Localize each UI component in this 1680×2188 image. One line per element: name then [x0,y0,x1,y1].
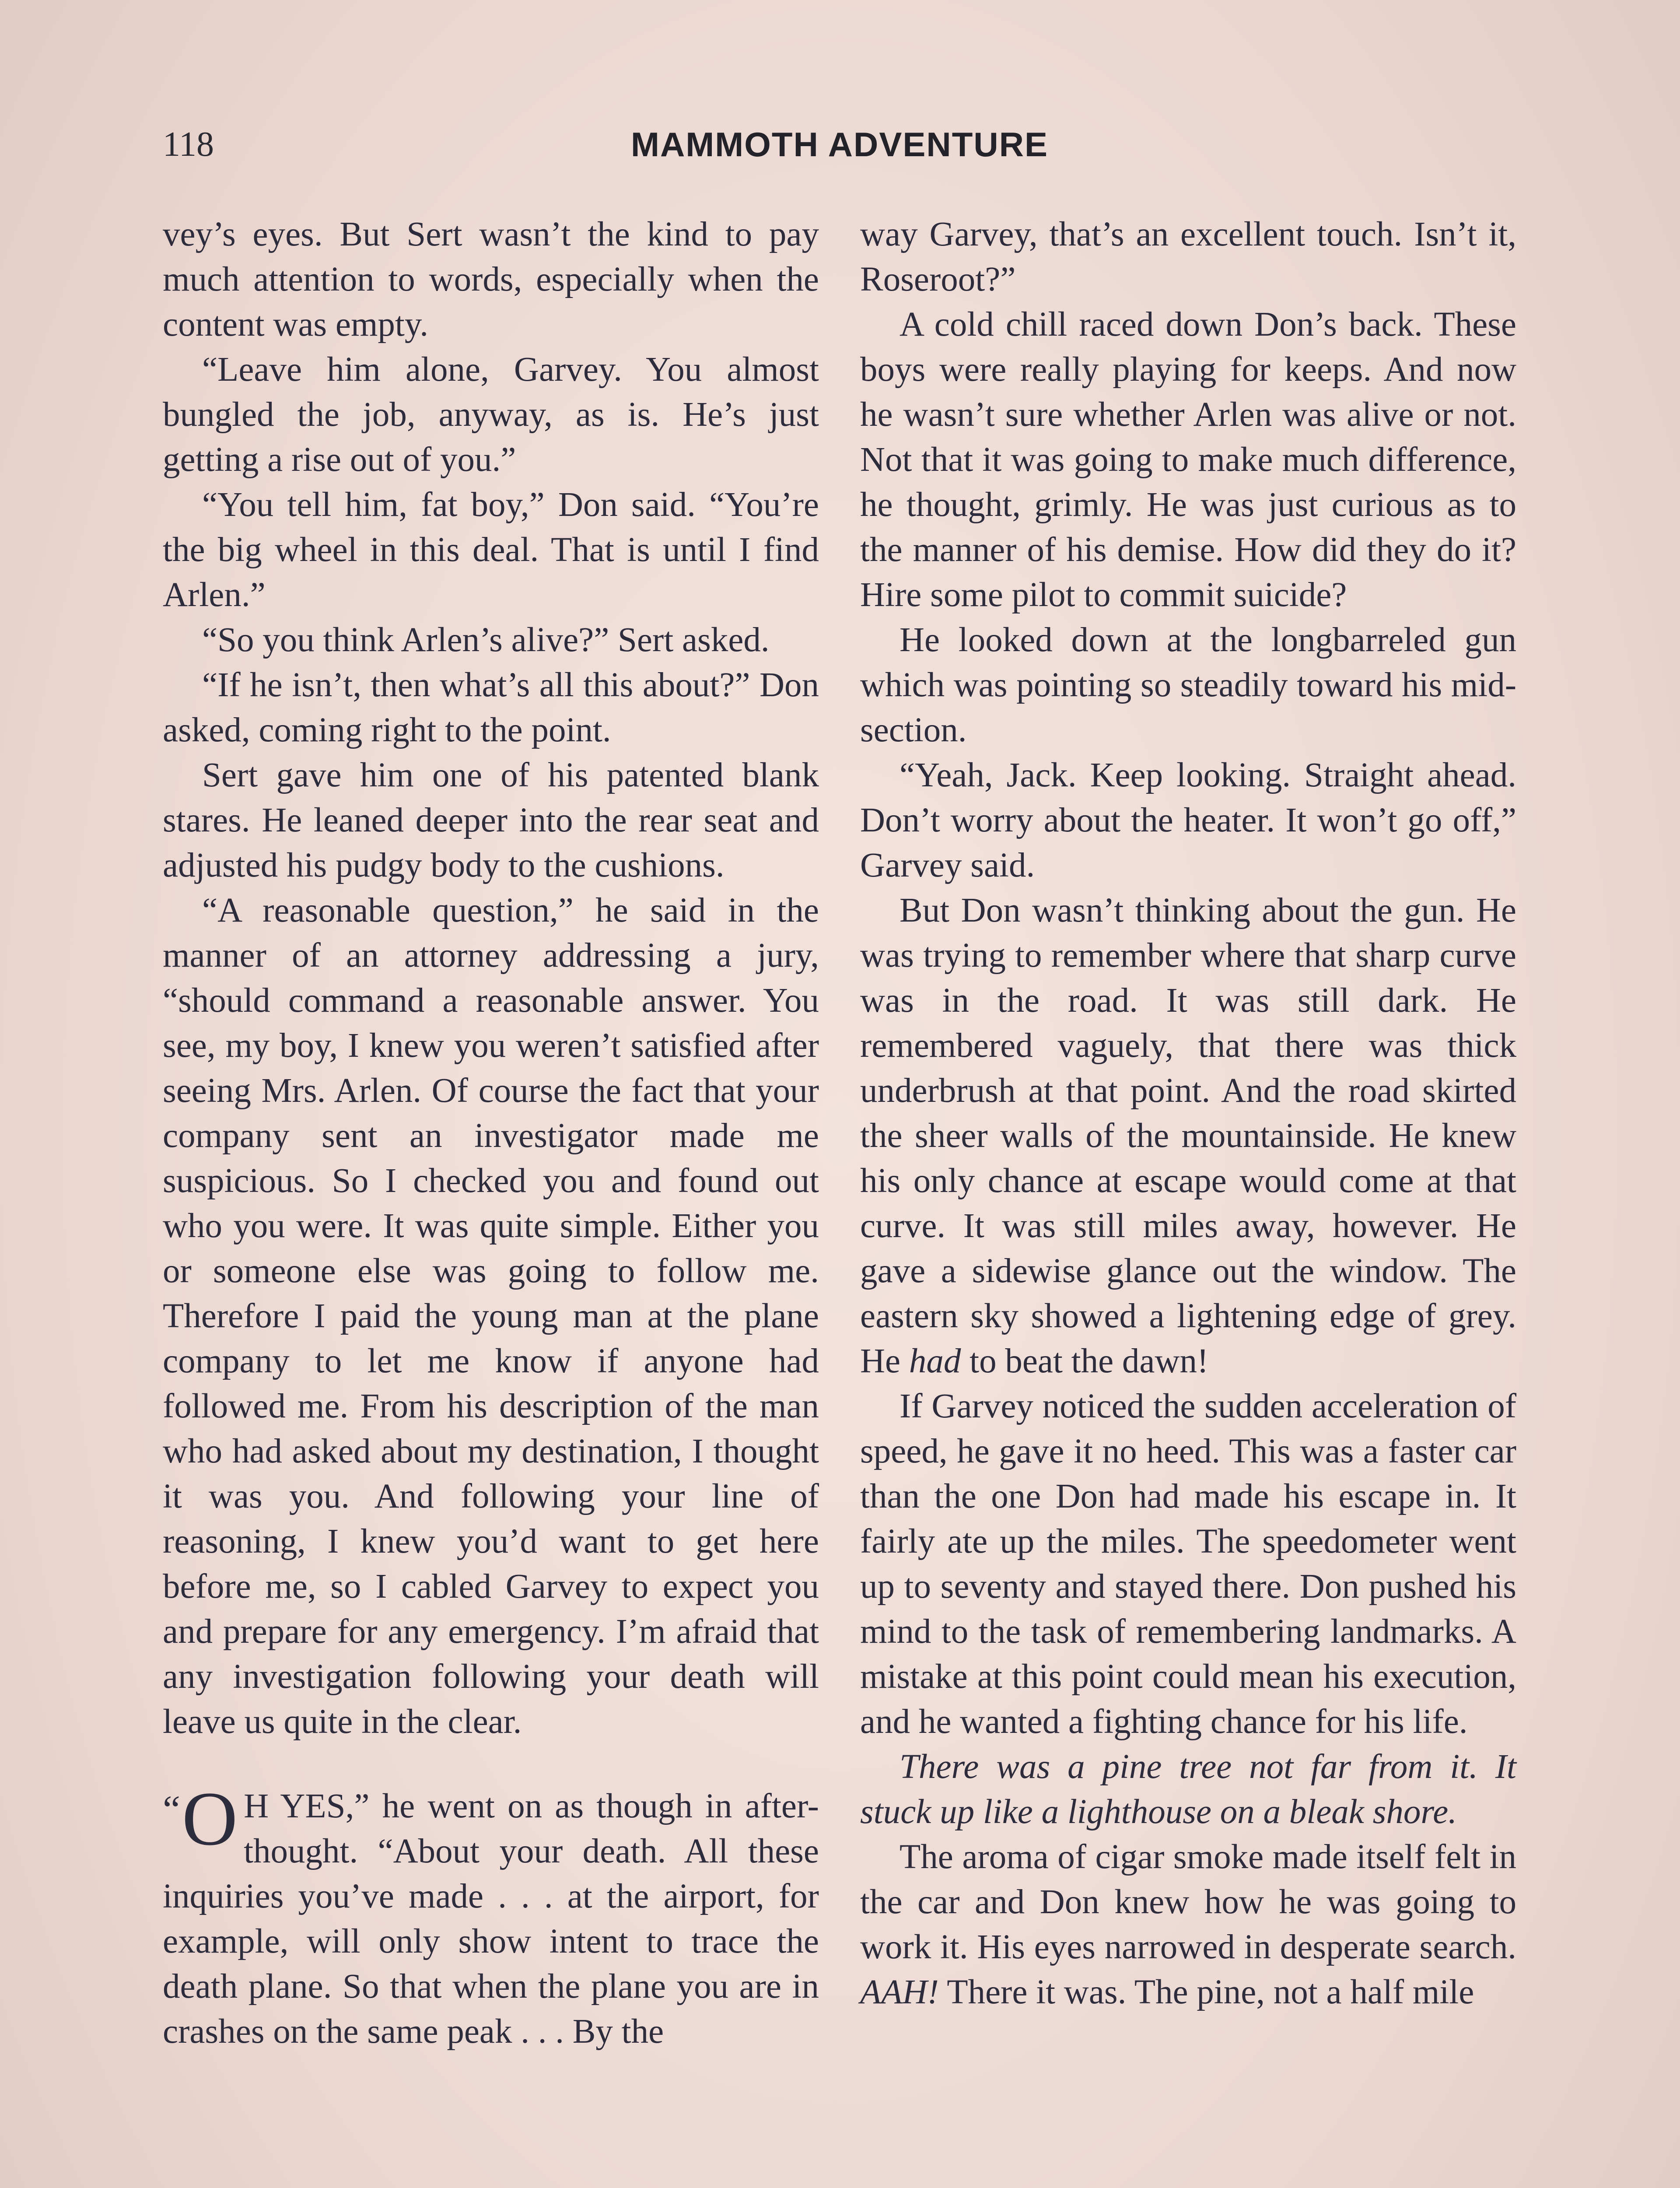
text-run: The aroma of cigar smoke made itself felt in the car and Don knew how he was going to work it. His eyes narrowed in desperate search. [860,1838,1516,1966]
paragraph: A cold chill raced down Don’s back. These boys were really playing for keeps. And now he wasn’t sure whether Arlen was alive or not. Not that it was going to make much difference, he thought, grimly. He was just curious as to the manner of his demise. How did they do it? Hire some pilot to commit suicide? [860,305,1516,614]
paragraph: “Yeah, Jack. Keep looking. Straight ahead. Don’t worry about the heater. It won’t go off,” Garvey said. [860,756,1516,884]
text-run: There it was. The pine, not a half mile [938,1973,1474,2011]
text-run: to beat the dawn! [961,1342,1209,1380]
drop-cap: O [182,1776,238,1862]
drop-cap-text: H YES,” he went on as though in after-thought. “About your death. All these inquiries you’ve made . . . at the airport, for example, will only show intent to trace the death plane. So that when the plane you are in crashes on the same peak . . . By the [163,1787,819,2051]
right-column [860,212,1516,2015]
paragraph: vey’s eyes. But Sert wasn’t the kind to pay much attention to words, especially when the content was empty. [163,215,819,344]
italic-paragraph: There was a pine tree not far from it. It stuck up like a lighthouse on a bleak shore. [860,1748,1516,1831]
paragraph: “If he isn’t, then what’s all this about?” Don asked, coming right to the point. [163,666,819,749]
drop-cap-paragraph [163,1776,819,2054]
paragraph: “Leave him alone, Garvey. You almost bungled the job, anyway, as is. He’s just getting a rise out of you.” [163,351,819,479]
paragraph [860,888,1516,1384]
paragraph: He looked down at the longbarreled gun which was pointing so steadily toward his mid-section. [860,621,1516,749]
paragraph: “A reasonable question,” he said in the manner of an attorney addressing a jury, “should command a reasonable answer. You see, my boy, I knew you weren’t satisfied after seeing Mrs. Arlen. Of course the fact that your company sent an investigator made me suspicious. So I checked you and found out who you were. It was quite simple. Either you or someone else was going to follow me. Therefore I paid the young man at the plane company to let me know if anyone had followed me. From his description of the man who had asked about my destination, I thought it was you. And following your line of reasoning, I knew you’d want to get here before me, so I cabled Garvey to expect you and prepare for any emergency. I’m afraid that any investigation following your death will leave us quite in the clear. [163,891,819,1741]
paragraph [860,1834,1516,2015]
drop-quote: “ [163,1788,180,1831]
text-run: But Don wasn’t thinking about the gun. He was trying to remember where that sharp curve was in the road. It was still dark. He remembered vaguely, that there was thick underbrush at that point. And the road skirted the sheer walls of the mountainside. He knew his only chance at escape would come at that curve. It was still miles away, however. He gave a sidewise glance out the window. The eastern sky showed a lightening edge of grey. He [860,891,1516,1380]
page-number: 118 [163,125,214,164]
paragraph: If Garvey noticed the sudden acceleration of speed, he gave it no heed. This was a faster car than the one Don had made his escape in. It fairly ate up the miles. The speedometer went up to seventy and stayed there. Don pushed his mind to the task of remembering landmarks. A mistake at this point could mean his execution, and he wanted a fighting chance for his life. [860,1387,1516,1741]
paragraph: Sert gave him one of his patented blank stares. He leaned deeper into the rear seat and adjusted his pudgy body to the cushions. [163,756,819,884]
emphasis: had [909,1342,961,1380]
paragraph: “You tell him, fat boy,” Don said. “You’re the big wheel in this deal. That is until I find Arlen.” [163,486,819,614]
running-title: MAMMOTH ADVENTURE [631,125,1049,164]
page-header [163,125,1519,173]
paragraph: “So you think Arlen’s alive?” Sert asked. [202,621,770,659]
paragraph: way Garvey, that’s an excellent touch. Isn’t it, Roseroot?” [860,215,1516,298]
emphasis: AAH! [860,1973,939,2011]
left-column [163,212,819,2054]
